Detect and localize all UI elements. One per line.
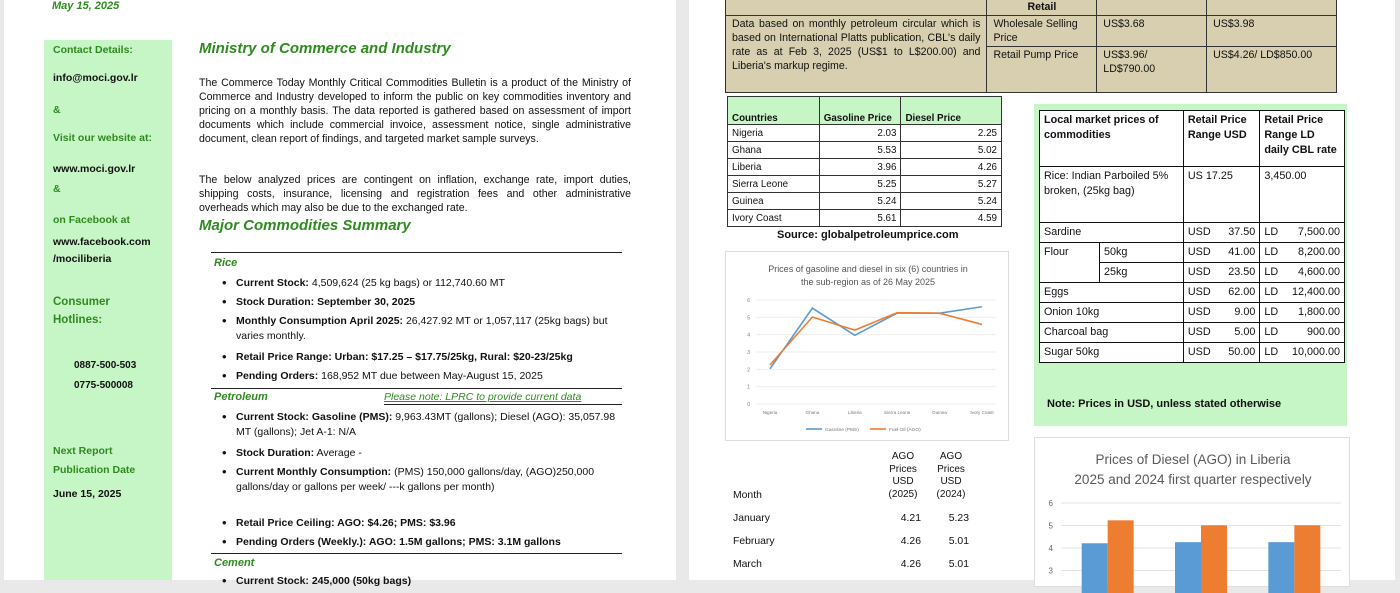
table-row: Rice: Indian Parboiled 5% broken, (25kg bag) US 17.25 3,450.00: [1040, 167, 1345, 223]
y-tick-label: 4: [747, 332, 750, 339]
rice-item: • Pending Orders: 168,952 MT due between May-August 15, 2025: [236, 369, 616, 384]
contact-email[interactable]: info@moci.gov.lr: [53, 72, 138, 84]
series-line-fuel-oil-ago-: [770, 313, 982, 365]
y-tick-label: 2: [747, 367, 750, 374]
retail-pump-label: Retail Pump Price: [987, 47, 1097, 93]
wholesale-price-a: US$3.68: [1097, 16, 1207, 47]
table-row: Sardine USD 37.50 LD 7,500.00: [1040, 223, 1345, 243]
bar-2025-february: [1175, 542, 1201, 593]
table-cell: [1207, 0, 1337, 16]
local-market-table: [1039, 110, 1345, 363]
rule: [211, 553, 622, 554]
table-row: Sugar 50kg USD 50.00 LD 10,000.00: [1040, 343, 1345, 363]
bar-2024-january: [1108, 520, 1134, 593]
column-header: Retail Price Range LD daily CBL rate: [1260, 111, 1345, 167]
table-row: Onion 10kg USD 9.00 LD 1,800.00: [1040, 303, 1345, 323]
fuel-price-line-chart: [725, 251, 1009, 441]
rice-item: • Stock Duration: September 30, 2025: [236, 295, 616, 310]
table-row: Flour 50kg USD 41.00 LD 8,200.00: [1040, 243, 1345, 263]
legend-label: Gasoline (PMS): [825, 428, 859, 433]
chart-title-line2: 2025 and 2024 first quarter respectively: [1074, 472, 1312, 487]
summary-title: Major Commodities Summary: [199, 217, 411, 234]
petroleum-note[interactable]: Please note: LPRC to provide current data: [384, 391, 582, 403]
next-report-title-2: Publication Date: [53, 464, 136, 476]
bar-2025-march: [1268, 542, 1294, 593]
column-header: Local market prices of commodities: [1040, 111, 1184, 167]
rice-label: Rice: [214, 257, 238, 269]
legend-label: Fuel Oil (AGO): [889, 428, 921, 433]
table-row: February 4.26 5.01: [733, 536, 969, 547]
rice-item: • Monthly Consumption April 2025: 26,427.92 MT or 1,057,117 (25kg bags) but varies monthly.: [236, 314, 616, 343]
chart-title-line1: Prices of Diesel (AGO) in Liberia: [1095, 452, 1291, 467]
table-row: Nigeria 2.03 2.25: [728, 125, 1002, 142]
y-tick-label: 1: [747, 384, 750, 391]
x-tick-label: Sierra Leone: [884, 410, 911, 415]
retail-pump-price-b: US$4.26/ LD$850.00: [1207, 47, 1337, 93]
y-tick-label: 3: [1048, 566, 1053, 576]
bar-chart-svg: [1035, 438, 1351, 588]
visit-website-title: Visit our website at:: [53, 132, 152, 144]
x-tick-label: Ivory Coast: [970, 410, 994, 415]
bulletin-page-left: [4, 0, 676, 587]
prices-paragraph: The below analyzed prices are contingent on inflation, exchange rate, import duties, shipping costs, insurance, licensing and registration fees and other administrative overheads which may also be due to the exchanged rate.: [199, 174, 631, 214]
facebook-title: on Facebook at: [53, 214, 131, 226]
facebook-link-line1[interactable]: www.facebook.com: [53, 236, 151, 248]
y-tick-label: 5: [1048, 521, 1053, 531]
x-tick-label: Nigeria: [762, 410, 778, 415]
table-row: Ivory Coast 5.61 4.59: [728, 210, 1002, 227]
y-tick-label: 0: [747, 402, 750, 408]
retail-header: Retail: [987, 0, 1097, 16]
rice-item: • Retail Price Range: Urban: $17.25 – $17.75/25kg, Rural: $20-23/25kg: [236, 350, 616, 365]
table-row: Charcoal bag USD 5.00 LD 900.00: [1040, 323, 1345, 343]
y-tick-label: 3: [747, 350, 750, 356]
chart-title-line2: the sub-region as of 26 May 2025: [800, 277, 936, 287]
petroleum-item: • Stock Duration: Average -: [236, 446, 616, 461]
table-row: March 4.26 5.01: [733, 559, 969, 570]
next-report-title-1: Next Report: [53, 445, 113, 457]
table-row: 25kg USD 23.50 LD 4,600.00: [1040, 263, 1345, 283]
column-header: Diesel Price: [901, 97, 1002, 125]
petroleum-item: • Retail Price Ceiling: AGO: $4.26; PMS: $3.96: [236, 516, 616, 531]
table-cell: [1097, 0, 1207, 16]
local-market-note: Note: Prices in USD, unless stated otherwise: [1047, 398, 1282, 410]
table-row: Liberia 3.96 4.26: [728, 159, 1002, 176]
bar-2024-march: [1294, 525, 1320, 593]
y-tick-label: 6: [747, 298, 750, 304]
x-tick-label: Liberia: [847, 410, 862, 415]
petroleum-label: Petroleum: [214, 391, 268, 403]
table-row: Ghana 5.53 5.02: [728, 142, 1002, 159]
table-cell: [726, 0, 987, 16]
next-report-date: June 15, 2025: [53, 488, 122, 500]
ampersand-1: &: [53, 104, 61, 116]
petroleum-price-table: [725, 0, 1337, 93]
table-row: Sierra Leone 5.25 5.27: [728, 176, 1002, 193]
bar-2025-january: [1082, 543, 1108, 593]
rule: [211, 252, 622, 253]
month-header: Month: [733, 490, 762, 501]
hotline-number-1[interactable]: 0887-500-503: [74, 360, 137, 371]
ago-2025-header: AGO Prices USD (2025): [888, 451, 918, 500]
ago-price-table: [729, 443, 975, 570]
rule: [384, 404, 622, 405]
rice-item: • Current Stock: 4,509,624 (25 kg bags) or 112,740.60 MT: [236, 276, 616, 291]
x-tick-label: Guinea: [932, 410, 948, 415]
fuel-table-source: Source: globalpetroleumprice.com: [777, 229, 959, 241]
y-tick-label: 5: [747, 315, 750, 322]
ministry-title: Ministry of Commerce and Industry: [199, 40, 451, 57]
chart-title-line1: Prices of gasoline and diesel in six (6) countries in: [768, 264, 968, 274]
rule: [211, 388, 622, 389]
hotline-title-1: Consumer: [53, 296, 110, 308]
diesel-bar-chart: [1034, 437, 1350, 587]
website-link[interactable]: www.moci.gov.lr: [53, 163, 136, 175]
ago-2024-header: AGO Prices USD (2024): [936, 451, 966, 500]
hotline-number-2[interactable]: 0775-500008: [74, 380, 133, 391]
facebook-link-line2[interactable]: /mociliberia: [53, 253, 112, 265]
table-row: Guinea 5.24 5.24: [728, 193, 1002, 210]
contact-sidebar: [44, 40, 172, 580]
circular-description: Data based on monthly petroleum circular which is based on International Platts publication, CBL's daily rate as at Feb 3, 2025 (US$1 to L$200.00) and Liberia's markup regime.: [726, 16, 987, 93]
y-tick-label: 6: [1048, 499, 1053, 508]
ampersand-2: &: [53, 183, 61, 195]
table-row: Eggs USD 62.00 LD 12,400.00: [1040, 283, 1345, 303]
bulletin-page-right: [689, 0, 1395, 580]
column-header: Gasoline Price: [819, 97, 901, 125]
petroleum-item: • Pending Orders (Weekly.): AGO: 1.5M gallons; PMS: 3.1M gallons: [236, 535, 616, 550]
wholesale-price-b: US$3.98: [1207, 16, 1337, 47]
contact-title: Contact Details:: [53, 44, 133, 56]
y-tick-label: 4: [1048, 544, 1053, 553]
bar-2024-february: [1201, 525, 1227, 593]
retail-pump-price-a: US$3.96/ LD$790.00: [1097, 47, 1207, 93]
regional-fuel-table: [727, 96, 1002, 227]
line-chart-svg: [726, 252, 1010, 442]
petroleum-item: • Current Monthly Consumption: (PMS) 150,000 gallons/day, (AGO)250,000 gallons/day or gallons per week/ ---k gallons per month): [236, 465, 616, 494]
x-tick-label: Ghana: [805, 410, 820, 415]
wholesale-label: Wholesale Selling Price: [987, 16, 1097, 47]
intro-paragraph: The Commerce Today Monthly Critical Commodities Bulletin is a product of the Ministry of Commerce and Industry developed to inform the public on key commodities inventory and pricing on a monthly basis. The data reported is gathered based on assessment of import documents which include commercial invoice, assessment notice, single administrative document, clean report of findings, and targeted market sample surveys.: [199, 77, 631, 145]
bulletin-date: May 15, 2025: [52, 0, 120, 12]
cement-label: Cement: [214, 557, 255, 569]
column-header: Retail Price Range USD: [1183, 111, 1259, 167]
column-header: Countries: [728, 97, 820, 125]
hotline-title-2: Hotlines:: [53, 314, 103, 326]
petroleum-item: • Current Stock: Gasoline (PMS): 9,963.43MT (gallons); Diesel (AGO): 35,057.98 MT (gallons); Jet A-1: N/A: [236, 410, 616, 439]
table-row: January 4.21 5.23: [733, 513, 969, 524]
cement-item: • Current Stock: 245,000 (50kg bags): [236, 574, 616, 589]
